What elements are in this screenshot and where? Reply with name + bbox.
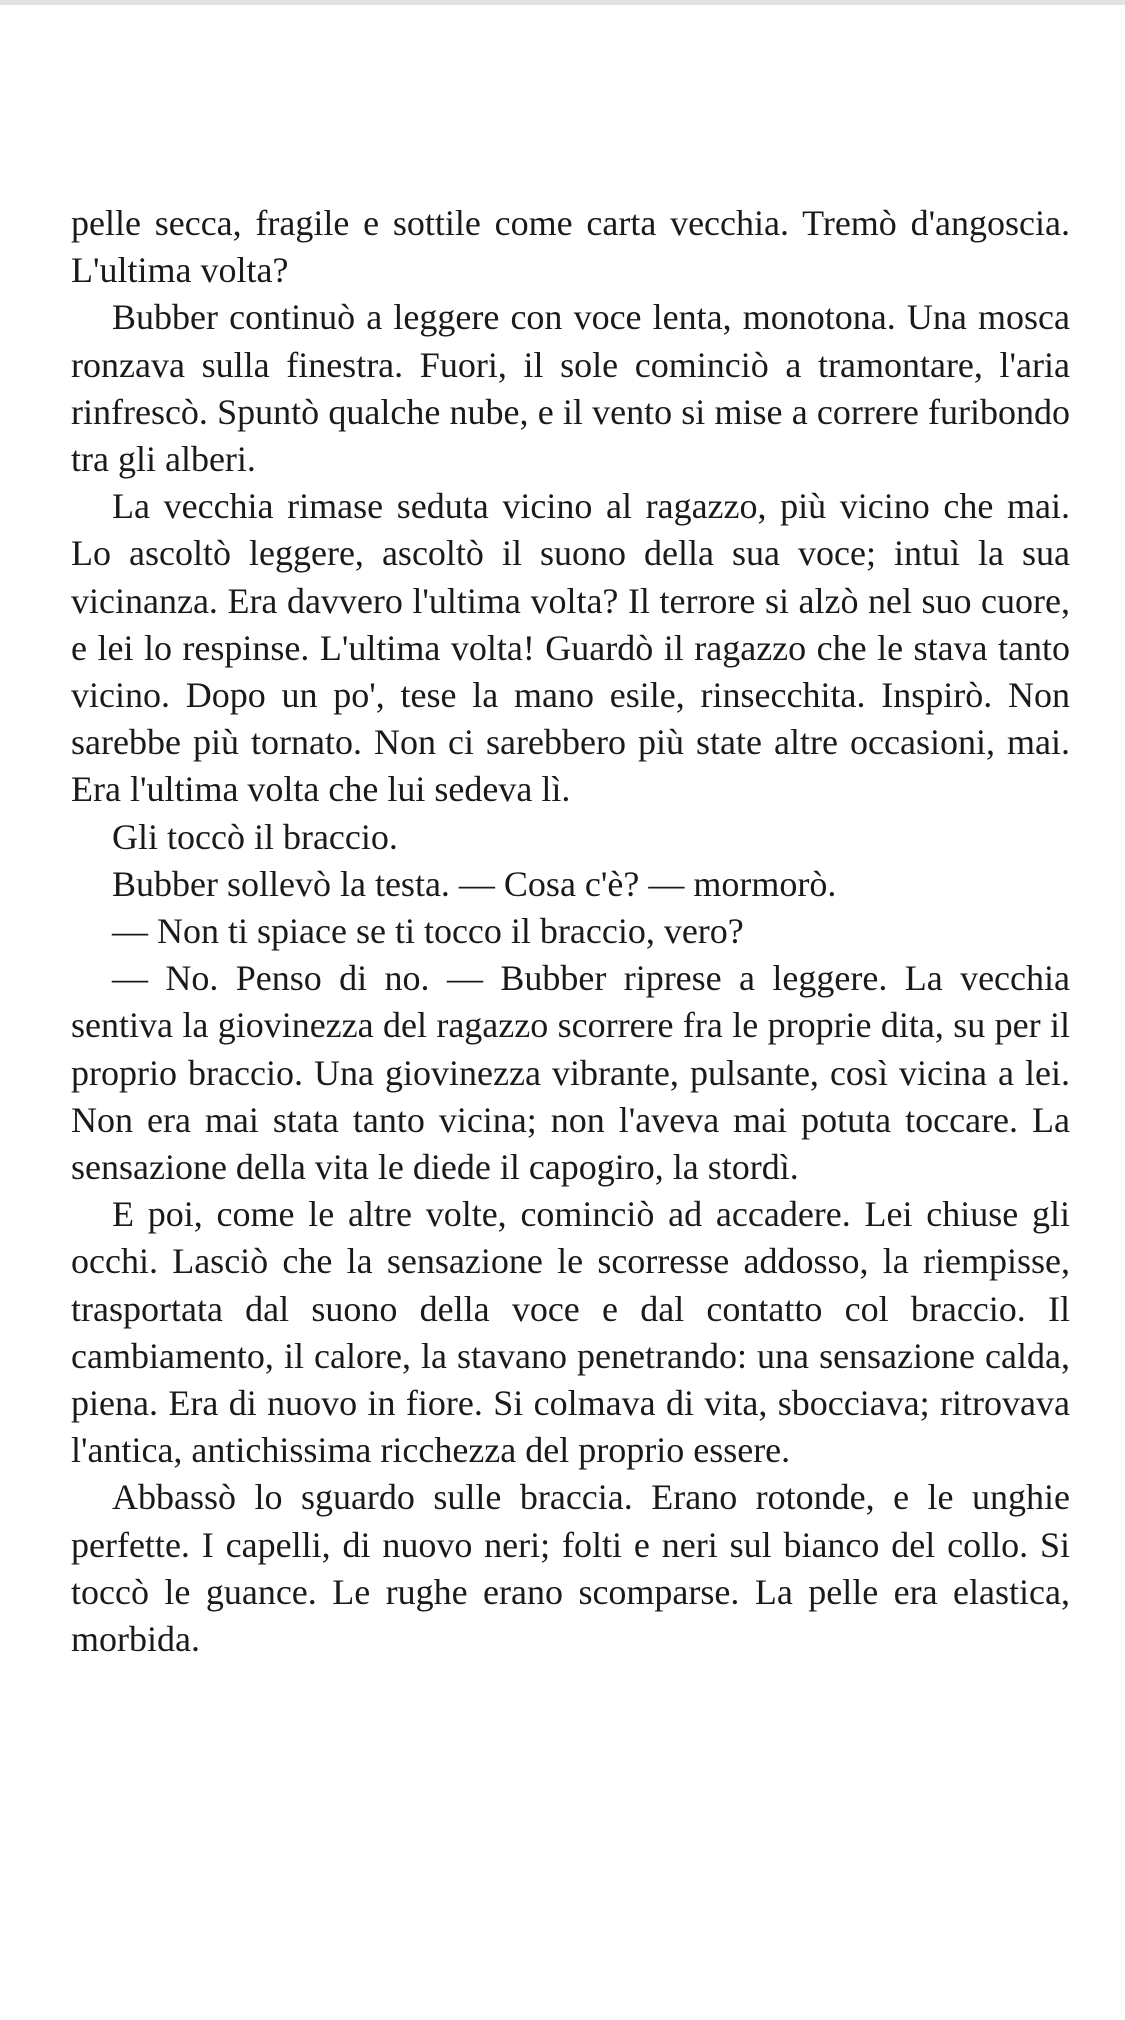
- paragraph: Gli toccò il braccio.: [112, 816, 398, 857]
- paragraph: pelle secca, fragile e sottile come carta vecchia. Tremò d'angoscia. L'ultima volta?: [71, 203, 1070, 291]
- paragraph: — Non ti spiace se ti tocco il braccio, vero?: [112, 911, 744, 952]
- paragraph: E poi, come le altre volte, cominciò ad accadere. Lei chiuse gli occhi. Lasciò che la sensazione le scorresse addosso, la riempisse, trasportata dal suono della voce e dal contatto col braccio. Il cambiamento, il calore, la stavano penetrando: una sensazione calda, piena. Era di nuovo in fiore. Si colmava di vita, sbocciava; ritrovava l'antica, antichissima ricchezza del proprio essere.: [71, 1194, 1070, 1471]
- paragraph: — No. Penso di no. — Bubber riprese a leggere. La vecchia sentiva la giovinezza del ragazzo scorrere fra le proprie dita, su per il proprio braccio. Una giovinezza vibrante, pulsante, così vicina a lei. Non era mai stata tanto vicina; non l'aveva mai potuta toccare. La sensazione della vita le diede il capogiro, la stordì.: [71, 958, 1070, 1188]
- book-page-text[interactable]: [71, 200, 1070, 1663]
- paragraph: La vecchia rimase seduta vicino al ragazzo, più vicino che mai. Lo ascoltò leggere, ascoltò il suono della sua voce; intuì la sua vicinanza. Era davvero l'ultima volta? Il terrore si alzò nel suo cuore, e lei lo respinse. L'ultima volta! Guardò il ragazzo che le stava tanto vicino. Dopo un po', tese la mano esile, rinsecchita. Inspirò. Non sarebbe più tornato. Non ci sarebbero più state altre occasioni, mai. Era l'ultima volta che lui sedeva lì.: [71, 486, 1070, 810]
- top-status-strip: [0, 0, 1125, 5]
- paragraph: Bubber continuò a leggere con voce lenta, monotona. Una mosca ronzava sulla finestra. Fuori, il sole cominciò a tramontare, l'aria rinfrescò. Spuntò qualche nube, e il vento si mise a correre furibondo tra gli alberi.: [71, 297, 1070, 480]
- paragraph: Bubber sollevò la testa. — Cosa c'è? — mormorò.: [112, 863, 837, 904]
- paragraph: Abbassò lo sguardo sulle braccia. Erano rotonde, e le unghie perfette. I capelli, di nuovo neri; folti e neri sul bianco del collo. Si toccò le guance. Le rughe erano scomparse. La pelle era elastica, morbida.: [71, 1477, 1070, 1660]
